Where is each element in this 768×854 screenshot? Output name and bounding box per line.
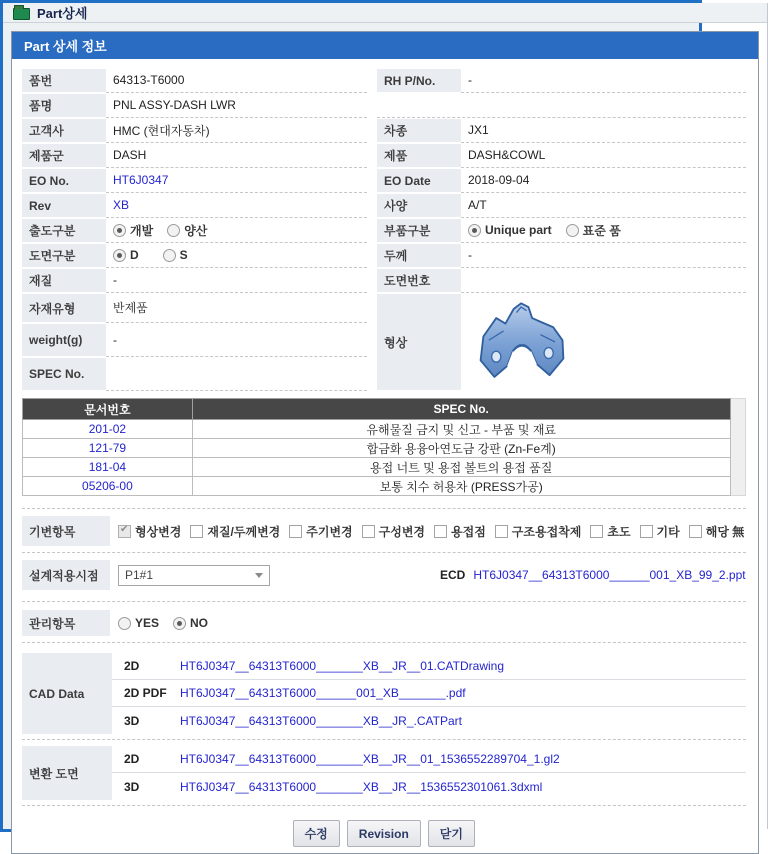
rev-link[interactable]: XB bbox=[113, 198, 130, 212]
checkbox-weld-point[interactable] bbox=[434, 523, 486, 540]
file-type-label: 3D bbox=[124, 713, 140, 728]
radio-icon[interactable] bbox=[173, 617, 186, 630]
field-thickness bbox=[377, 243, 746, 268]
part-shape-image bbox=[474, 297, 570, 387]
field-label: 사양 bbox=[377, 194, 461, 217]
field-label: EO No. bbox=[22, 169, 106, 192]
section-label: CAD Data bbox=[22, 653, 112, 734]
selected-option: P1#1 bbox=[125, 568, 154, 582]
checkbox-cycle-change[interactable] bbox=[289, 523, 352, 540]
checkbox-label: 주기변경 bbox=[306, 524, 353, 539]
radio-label: 개발 bbox=[130, 223, 154, 238]
spec-col-header-spec-no: SPEC No. bbox=[192, 399, 730, 420]
field-label: SPEC No. bbox=[22, 358, 106, 390]
empty-row bbox=[377, 93, 746, 118]
field-value: - bbox=[106, 323, 367, 357]
radio-option-yes[interactable] bbox=[118, 616, 159, 630]
divider bbox=[22, 642, 746, 643]
cad-2dpdf-row bbox=[112, 680, 746, 707]
converted-3d-row bbox=[112, 773, 746, 800]
field-drawing-type bbox=[22, 243, 367, 268]
checkbox-icon[interactable] bbox=[689, 525, 702, 538]
field-label: 도면번호 bbox=[377, 269, 461, 292]
field-rh-pno bbox=[377, 68, 746, 93]
change-items-list bbox=[110, 523, 744, 540]
cad-2d-row bbox=[112, 653, 746, 680]
spec-name: 보통 치수 허용차 (PRESS가공) bbox=[192, 477, 730, 496]
window-title: Part상세 bbox=[37, 6, 88, 21]
cad-2dpdf-file-link[interactable]: HT6J0347__64313T6000______001_XB_______.pdf bbox=[180, 686, 466, 700]
checkbox-label: 구조용접착제 bbox=[511, 524, 582, 539]
field-drawing-no bbox=[377, 268, 746, 293]
divider bbox=[22, 508, 746, 509]
eo-no-link[interactable]: HT6J0347 bbox=[113, 173, 169, 187]
field-label: 자재유형 bbox=[22, 294, 106, 322]
checkbox-icon[interactable] bbox=[289, 525, 302, 538]
cad-3d-row bbox=[112, 707, 746, 734]
checkbox-structural-adhesive[interactable] bbox=[495, 523, 582, 540]
spec-doc-link[interactable]: 05206-00 bbox=[82, 479, 133, 493]
checkbox-other[interactable] bbox=[640, 523, 680, 540]
field-value: - bbox=[461, 243, 746, 268]
spec-col-header-doc-no: 문서번호 bbox=[23, 399, 193, 420]
checkbox-label: 용접점 bbox=[451, 524, 486, 539]
cad-3d-file-link[interactable]: HT6J0347__64313T6000_______XB__JR_.CATPart bbox=[180, 713, 462, 728]
file-type-label: 2D bbox=[124, 659, 140, 673]
edit-button[interactable]: 수정 bbox=[293, 820, 340, 847]
field-vehicle bbox=[377, 118, 746, 143]
field-weight bbox=[22, 323, 367, 357]
design-apply-select[interactable] bbox=[118, 565, 270, 586]
checkbox-icon[interactable] bbox=[495, 525, 508, 538]
field-eo-date bbox=[377, 168, 746, 193]
radio-option-no[interactable] bbox=[173, 616, 208, 630]
radio-label: D bbox=[130, 248, 139, 262]
field-spec-no bbox=[22, 357, 367, 391]
checkbox-composition-change[interactable] bbox=[362, 523, 425, 540]
top-bar bbox=[3, 3, 767, 23]
cad-2d-file-link[interactable]: HT6J0347__64313T6000_______XB__JR__01.CATDrawing bbox=[180, 659, 504, 673]
checkbox-not-applicable[interactable] bbox=[689, 523, 745, 540]
checkbox-material-thickness-change[interactable] bbox=[190, 523, 280, 540]
field-label: 제품군 bbox=[22, 144, 106, 167]
radio-label: 표준 품 bbox=[582, 223, 621, 238]
divider bbox=[22, 805, 746, 806]
revision-button[interactable]: Revision bbox=[347, 820, 421, 847]
radio-option-d[interactable] bbox=[113, 248, 139, 262]
field-value: PNL ASSY-DASH LWR bbox=[106, 93, 367, 118]
checkbox-shape-change[interactable] bbox=[118, 523, 181, 540]
field-spec-option bbox=[377, 193, 746, 218]
field-label: Rev bbox=[22, 194, 106, 217]
ecd-file-link[interactable]: HT6J0347__64313T6000______001_XB_99_2.ppt bbox=[473, 568, 746, 582]
spec-name: 합금화 용융아연도금 강판 (Zn-Fe계) bbox=[192, 439, 730, 458]
checkbox-label: 해당 無 bbox=[705, 524, 745, 539]
field-shape bbox=[377, 293, 746, 391]
field-product-group bbox=[22, 143, 367, 168]
radio-option-develop[interactable] bbox=[113, 222, 153, 239]
converted-drawings-block bbox=[22, 746, 746, 800]
ecd-label: ECD bbox=[440, 568, 466, 582]
spec-table-wrap bbox=[22, 398, 746, 496]
field-label: 부품구분 bbox=[377, 219, 461, 242]
file-type-label: 2D PDF bbox=[124, 686, 167, 700]
field-value bbox=[461, 268, 746, 293]
section-label: 기변항목 bbox=[22, 516, 110, 546]
divider bbox=[22, 552, 746, 553]
radio-icon[interactable] bbox=[113, 249, 126, 262]
field-label: 형상 bbox=[377, 294, 461, 390]
form-left-column bbox=[22, 68, 367, 391]
radio-label: S bbox=[179, 248, 188, 262]
radio-option-s[interactable] bbox=[163, 248, 188, 262]
change-items-row bbox=[22, 516, 746, 546]
field-eo-no bbox=[22, 168, 367, 193]
field-label: 차종 bbox=[377, 119, 461, 142]
panel-header bbox=[12, 32, 758, 59]
field-label: 고객사 bbox=[22, 119, 106, 142]
field-label: weight(g) bbox=[22, 324, 106, 356]
field-value: 반제품 bbox=[106, 293, 367, 323]
main-column bbox=[3, 3, 767, 841]
checkbox-label: 형상변경 bbox=[135, 524, 182, 539]
checkbox-first-run[interactable] bbox=[590, 523, 630, 540]
section-label: 설계적용시점 bbox=[22, 560, 110, 590]
field-value: DASH bbox=[106, 143, 367, 168]
checkbox-icon[interactable] bbox=[362, 525, 375, 538]
part-detail-panel bbox=[11, 31, 759, 854]
spec-doc-link[interactable]: 201-02 bbox=[88, 422, 127, 436]
table-row bbox=[23, 439, 731, 458]
field-customer bbox=[22, 118, 367, 143]
converted-2d-file-link[interactable]: HT6J0347__64313T6000_______XB__JR__01_1536552289704_1.gl2 bbox=[180, 752, 560, 766]
form-right-column bbox=[377, 68, 746, 391]
spec-table bbox=[22, 398, 731, 496]
field-release-type bbox=[22, 218, 367, 243]
field-value: - bbox=[106, 268, 367, 293]
manage-items-row bbox=[22, 610, 746, 636]
checkbox-icon[interactable] bbox=[190, 525, 203, 538]
field-label: 제품 bbox=[377, 144, 461, 167]
converted-3d-file-link[interactable]: HT6J0347__64313T6000_______XB__JR__1536552301061.3dxml bbox=[180, 779, 543, 794]
checkbox-label: 초도 bbox=[607, 524, 631, 539]
spec-name: 유해물질 금지 및 신고 - 부품 및 재료 bbox=[192, 420, 730, 439]
field-value: HMC (현대자동차) bbox=[106, 118, 367, 143]
field-part-type bbox=[377, 218, 746, 243]
divider bbox=[22, 601, 746, 602]
field-value: JX1 bbox=[461, 118, 746, 143]
field-product bbox=[377, 143, 746, 168]
field-label: 재질 bbox=[22, 269, 106, 292]
file-type-label: 2D bbox=[124, 752, 140, 766]
chevron-down-icon bbox=[255, 573, 263, 578]
radio-label: 양산 bbox=[184, 223, 208, 238]
checkbox-icon[interactable] bbox=[590, 525, 603, 538]
radio-label: NO bbox=[190, 616, 209, 630]
field-label: 출도구분 bbox=[22, 219, 106, 242]
field-value: A/T bbox=[461, 193, 746, 218]
design-apply-row bbox=[22, 560, 746, 590]
field-part-no bbox=[22, 68, 367, 93]
close-button[interactable]: 닫기 bbox=[428, 820, 475, 847]
checkbox-icon[interactable] bbox=[434, 525, 447, 538]
field-value: DASH&COWL bbox=[461, 143, 746, 168]
spec-name: 용접 너트 및 용접 볼트의 용접 품질 bbox=[192, 458, 730, 477]
panel-body bbox=[12, 59, 758, 853]
field-value: 64313-T6000 bbox=[106, 68, 367, 93]
converted-2d-row bbox=[112, 746, 746, 773]
checkbox-label: 재질/두께변경 bbox=[207, 524, 281, 539]
radio-icon[interactable] bbox=[163, 249, 176, 262]
button-row bbox=[22, 820, 746, 847]
field-value bbox=[106, 357, 367, 391]
file-type-label: 3D bbox=[124, 779, 140, 794]
panel-title: Part 상세 정보 bbox=[24, 39, 107, 54]
section-label: 관리항목 bbox=[22, 610, 110, 636]
field-value: - bbox=[461, 68, 746, 93]
section-label: 변환 도면 bbox=[22, 746, 112, 800]
spec-table-scrollbar[interactable] bbox=[731, 398, 746, 496]
radio-icon[interactable] bbox=[566, 224, 579, 237]
folder-icon bbox=[13, 8, 30, 20]
radio-icon[interactable] bbox=[468, 224, 481, 237]
table-row bbox=[23, 477, 731, 496]
field-material-type bbox=[22, 293, 367, 323]
field-part-name bbox=[22, 93, 367, 118]
radio-icon[interactable] bbox=[167, 224, 180, 237]
table-row bbox=[23, 458, 731, 477]
radio-icon[interactable] bbox=[113, 224, 126, 237]
field-material bbox=[22, 268, 367, 293]
checkbox-icon[interactable] bbox=[640, 525, 653, 538]
radio-option-massprod[interactable] bbox=[167, 222, 207, 239]
field-label: EO Date bbox=[377, 169, 461, 192]
radio-label: YES bbox=[135, 616, 160, 630]
radio-option-unique[interactable] bbox=[468, 223, 552, 237]
field-label: RH P/No. bbox=[377, 69, 461, 92]
spec-doc-link[interactable]: 121-79 bbox=[88, 441, 127, 455]
table-row bbox=[23, 420, 731, 439]
spec-doc-link[interactable]: 181-04 bbox=[88, 460, 127, 474]
cad-data-block bbox=[22, 653, 746, 734]
field-label: 도면구분 bbox=[22, 244, 106, 267]
field-label: 품명 bbox=[22, 94, 106, 117]
divider bbox=[22, 739, 746, 740]
part-info-form bbox=[22, 68, 746, 391]
radio-option-standard[interactable] bbox=[566, 222, 621, 239]
field-label: 품번 bbox=[22, 69, 106, 92]
page-scrollbar[interactable] bbox=[767, 3, 768, 829]
field-rev bbox=[22, 193, 367, 218]
checkbox-label: 기타 bbox=[656, 524, 680, 539]
field-label: 두께 bbox=[377, 244, 461, 267]
checkbox-label: 구성변경 bbox=[378, 524, 426, 539]
checkbox-icon[interactable] bbox=[118, 525, 131, 538]
field-value: 2018-09-04 bbox=[461, 168, 746, 193]
radio-icon[interactable] bbox=[118, 617, 131, 630]
radio-label: Unique part bbox=[485, 223, 552, 237]
